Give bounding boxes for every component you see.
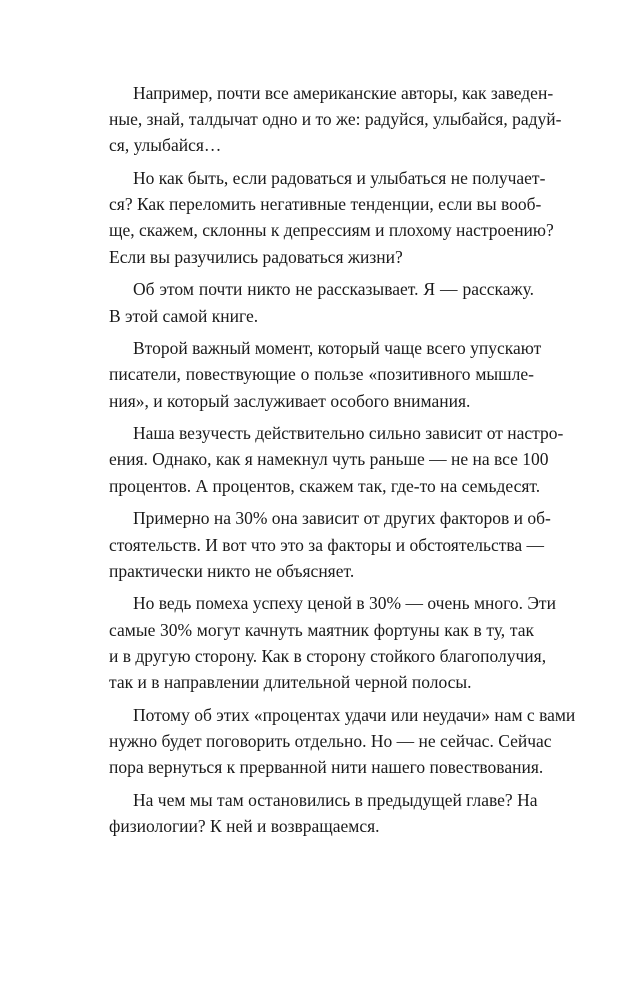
paragraph [109, 787, 538, 839]
text-line: ные, знай, талдычат одно и то же: радуйся, улыбайся, радуй- [109, 109, 562, 130]
text-line: нужно будет поговорить отдельно. Но — не сейчас. Сейчас [109, 730, 552, 751]
text-line: ся? Как переломить негативные тенденции, если вы вооб- [109, 194, 542, 215]
paragraph [109, 702, 576, 781]
text-line: Наша везучесть действительно сильно зависит от настро- [133, 423, 564, 444]
text-line: практически никто не объясняет. [109, 560, 355, 581]
text-line: Примерно на 30% она зависит от других факторов и об- [133, 508, 551, 529]
text-line: стоятельств. И вот что это за факторы и обстоятельства — [109, 534, 545, 555]
paragraph [109, 505, 551, 584]
text-line: процентов. А процентов, скажем так, где-то на семьдесят. [109, 475, 541, 496]
text-line: На чем мы там остановились в предыдущей главе? На [133, 789, 538, 810]
paragraph [109, 335, 542, 414]
text-line: Например, почти все американские авторы, как заведен- [133, 83, 554, 103]
paragraph [109, 420, 564, 499]
text-line: и в другую сторону. Как в сторону стойкого благополучия, [109, 645, 547, 666]
paragraph [109, 276, 534, 328]
text-line: физиологии? К ней и возвращаемся. [109, 815, 380, 836]
text-line: Потому об этих «процентах удачи или неудачи» нам с вами [133, 704, 576, 725]
paragraph [109, 80, 562, 159]
text-line: Если вы разучились радоваться жизни? [109, 246, 403, 267]
text-line: так и в направлении длительной черной полосы. [109, 671, 472, 692]
text-line: ся, улыбайся… [109, 135, 222, 156]
text-line: ения. Однако, как я намекнул чуть раньше — не на все 100 [109, 449, 549, 470]
text-line: Но ведь помеха успеху ценой в 30% — очень много. Эти [133, 593, 556, 614]
text-line: Об этом почти никто не рассказывает. Я — расскажу. [133, 279, 534, 300]
text-line: Второй важный момент, который чаще всего упускают [133, 338, 542, 359]
paragraph [109, 590, 556, 695]
text-line: самые 30% могут качнуть маятник фортуны как в ту, так [109, 619, 534, 640]
paragraph [109, 165, 554, 270]
text-line: писатели, повествующие о пользе «позитивного мышле- [109, 364, 534, 385]
text-line: ще, скажем, склонны к депрессиям и плохому настроению? [109, 220, 554, 241]
body-text [109, 80, 576, 846]
text-line: пора вернуться к прерванной нити нашего повествования. [109, 757, 544, 777]
text-line: Но как быть, если радоваться и улыбаться не получает- [133, 168, 546, 189]
text-line: В этой самой книге. [109, 305, 259, 326]
text-line: ния», и который заслуживает особого внимания. [109, 390, 471, 411]
